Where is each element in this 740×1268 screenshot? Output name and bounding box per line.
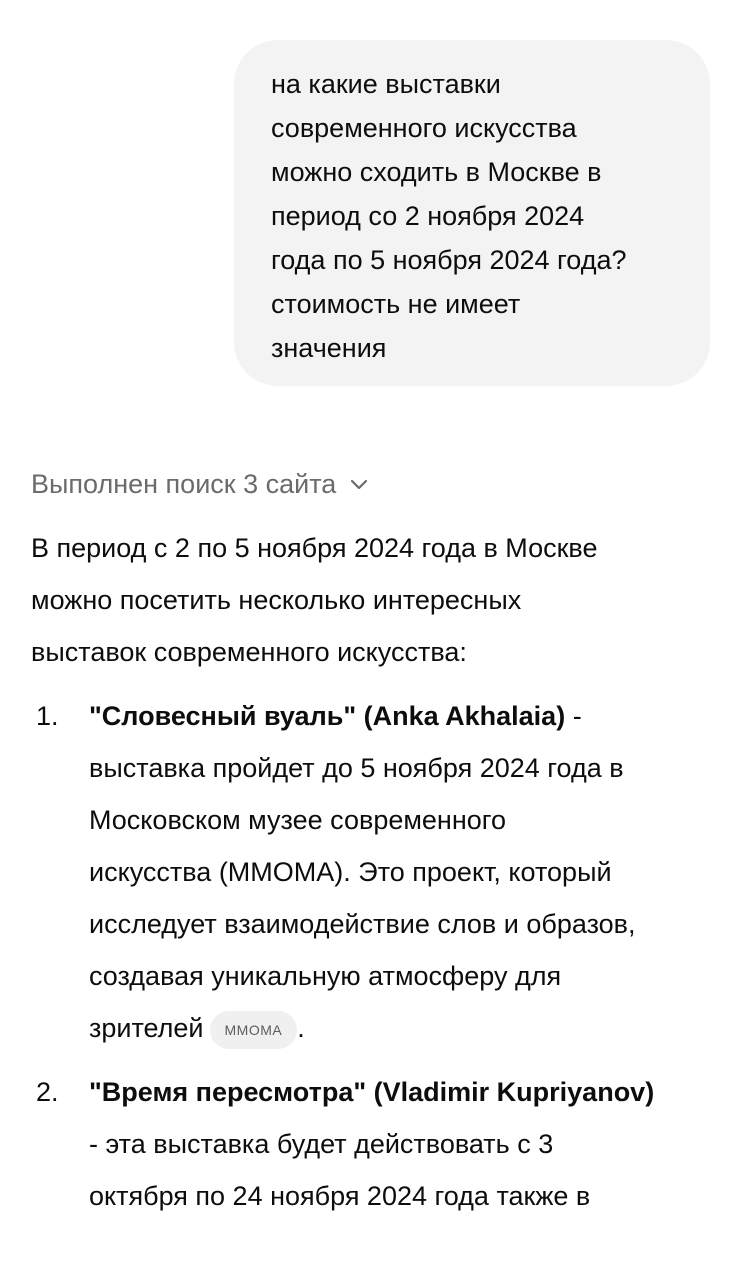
list-item-title-line — [89, 690, 719, 742]
list-item-end: . — [297, 1013, 305, 1043]
list-item-line: - эта выставка будет действовать с 3 — [89, 1129, 554, 1159]
list-item-line: выставка пройдет до 5 ноября 2024 года в — [89, 753, 624, 783]
answer-intro-line: можно посетить несколько интересных — [31, 585, 522, 615]
list-item-line: исследует взаимодействие слов и образов, — [89, 909, 636, 939]
list-item-last-line — [89, 1002, 719, 1054]
list-item-body — [89, 1066, 719, 1222]
list-item-line: октября по 24 ноября 2024 года также в — [89, 1181, 591, 1211]
list-item-title: "Словесный вуаль" (Anka Akhalaia) — [89, 701, 566, 731]
search-results-toggle[interactable] — [31, 462, 370, 506]
answer-intro-line: выставок современного искусства: — [31, 637, 467, 667]
list-item-body — [89, 690, 719, 1054]
list-item-line: Московском музее современного — [89, 805, 507, 835]
list-item-number: 1. — [36, 701, 59, 731]
list-item-dash: - — [565, 701, 582, 731]
list-item-title: "Время пересмотра" (Vladimir Kupriyanov) — [89, 1077, 655, 1107]
user-message-bubble: на какие выставки современного искусства можно сходить в Москве в период со 2 ноября 2024 года по 5 ноября 2024 года? стоимость не имеет значения — [234, 40, 710, 386]
list-item-line: искусства (ММОМА). Это проект, который — [89, 857, 612, 887]
list-item-line-text: зрителей — [89, 1013, 204, 1043]
citation-chip[interactable]: MMOMA — [210, 1011, 298, 1049]
answer-intro-line: В период с 2 по 5 ноября 2024 года в Москве — [31, 533, 598, 563]
chevron-down-icon — [348, 473, 370, 495]
answer-intro — [31, 522, 701, 678]
list-item-line: создавая уникальную атмосферу для — [89, 961, 562, 991]
search-results-label: Выполнен поиск 3 сайта — [31, 468, 337, 499]
list-item-number: 2. — [36, 1077, 59, 1107]
